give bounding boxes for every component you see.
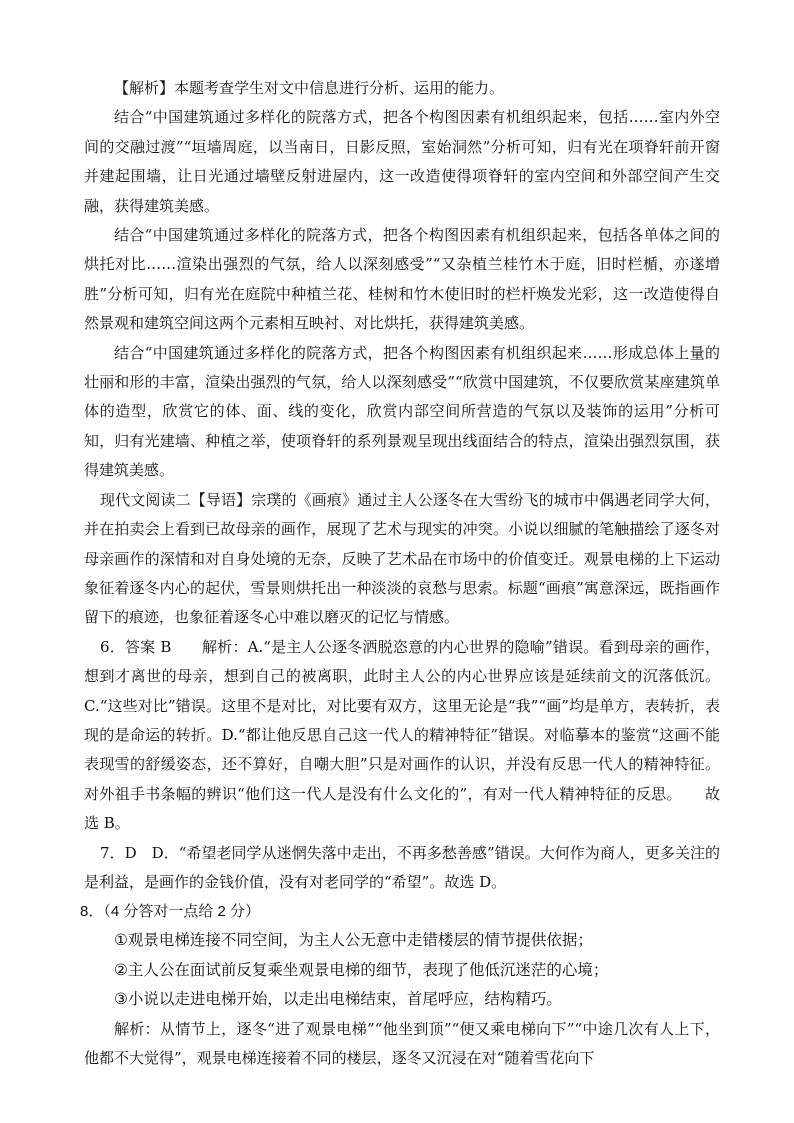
question-7-answer: 7．D D．“希望老同学从迷惘失落中走出，不再多愁善感”错误。大何作为商人，更多关注的是利益，是画作的金钱价值，没有对老同学的“希望”。故选 D。 — [84, 843, 720, 891]
analysis-intro: 【解析】本题考查学生对文中信息进行分析、运用的能力。 — [114, 79, 505, 97]
question-8-point-3: ③小说以走进电梯开始，以走出电梯结束，首尾呼应，结构精巧。 — [114, 991, 562, 1009]
question-8-analysis: 解析：从情节上，逐冬“进了观景电梯”“他坐到顶”“便又乘电梯向下”“中途几次有人上下，他都不大觉得”，观景电梯连接着不同的楼层，逐冬又沉浸在对“随着雪花向下 — [84, 1019, 720, 1068]
reading-two-guide: 现代文阅读二【导语】宗璞的《画痕》通过主人公逐冬在大雪纷飞的城市中偶遇老同学大何，并在拍卖会上看到已故母亲的画作，展现了艺术与现实的冲突。小说以细腻的笔触描绘了逐冬对母亲画作的深情和对自身处境的无奈，反映了艺术品在市场中的价值变迁。观景电梯的上下运动象征着逐冬内心的起伏，雪景则烘托出一种淡淡的哀愁与思索。标题“画痕”寓意深远，既指画作留下的痕迹，也象征着逐冬心中难以磨灭的记忆与情感。 — [84, 490, 720, 627]
question-8-header: 8．（4 分答对一点给 2 分） — [80, 903, 261, 921]
analysis-point-2: 结合“中国建筑通过多样化的院落方式，把各个构图因素有机组织起来，包括各单体之间的烘托对比……渲染出强烈的气氛，给人以深刻感受”“又杂植兰桂竹木于庭，旧时栏楯，亦遂增胜”分析可知，归有光在庭院中种植兰花、桂树和竹木使旧时的栏杆焕发光彩，这一改造使得自然景观和建筑空间这两个元素相互映衬、对比烘托，获得建筑美感。 — [84, 226, 720, 333]
question-8-point-2: ②主人公在面试前反复乘坐观景电梯的细节，表现了他低沉迷茫的心境； — [114, 961, 609, 979]
document-body — [80, 74, 720, 1074]
analysis-point-1: 结合“中国建筑通过多样化的院落方式，把各个构图因素有机组织起来，包括……室内外空间的交融过渡”“垣墙周庭，以当南日，日影反照，室始洞然”分析可知，归有光在项脊轩前开窗并建起围墙，让日光通过墙壁反射进屋内，这一改造使得项脊轩的室内空间和外部空间产生交融，获得建筑美感。 — [84, 108, 720, 215]
analysis-point-3: 结合“中国建筑通过多样化的院落方式，把各个构图因素有机组织起来……形成总体上量的壮丽和形的丰富，渲染出强烈的气氛，给人以深刻感受”“欣赏中国建筑，不仅要欣赏某座建筑单体的造型，欣赏它的体、面、线的变化，欣赏内部空间所营造的气氛以及装饰的运用”分析可知，归有光建墙、种植之举，使项脊轩的系列景观呈现出线面结合的特点，渲染出强烈氛围，获得建筑美感。 — [84, 343, 720, 480]
question-8-point-1: ①观景电梯连接不同空间，为主人公无意中走错楼层的情节提供依据； — [114, 932, 593, 950]
question-6-answer: 6．答案 B 解析：A.“是主人公逐冬洒脱恣意的内心世界的隐喻”错误。看到母亲的画作，想到才离世的母亲，想到自己的被离职，此时主人公的内心世界应该是延续前文的沉落低沉。C.“这些对比”错误。这里不是对比，对比要有双方，这里无论是“我”“画”均是单方，表转折，表现的是命运的转折。D.“都让他反思自己这一代人的精神特征”错误。对临摹本的鉴赏“这画不能表现雪的舒缓姿态，还不算好，自嘲大胆”只是对画作的认识，并没有反思一代人的精神特征。对外祖手书条幅的辨识“他们这一代人是没有什么文化的”，有对一代人精神特征的反思。 故选 B。 — [84, 637, 720, 833]
